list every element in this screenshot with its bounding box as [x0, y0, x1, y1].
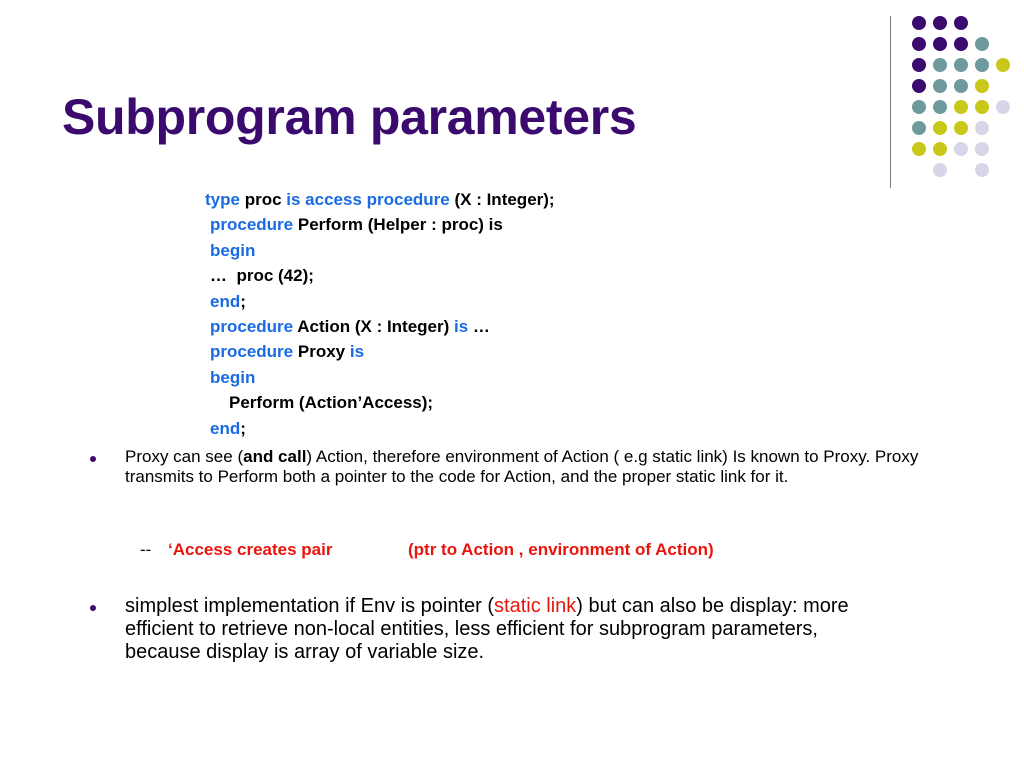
decor-dot: [912, 16, 926, 30]
code-text: (X : Integer);: [449, 190, 555, 209]
bullet2-highlight: static link: [494, 595, 577, 617]
code-keyword: is: [349, 342, 365, 362]
code-text: Perform (Helper : proc) is: [293, 215, 503, 235]
decor-dot: [933, 142, 947, 156]
code-line: [210, 317, 490, 337]
bullet1-bold: and call: [243, 447, 307, 466]
code-keyword: procedure: [210, 215, 294, 235]
decor-dot: [975, 163, 989, 177]
code-keyword: begin: [210, 367, 256, 387]
code-line: [210, 342, 364, 362]
decor-dot: [912, 142, 926, 156]
code-text: proc: [239, 190, 287, 209]
access-note-part1: ‘Access creates pair: [168, 540, 333, 559]
decor-dot: [912, 37, 926, 51]
access-note-part2: (ptr to Action , environment of Action): [408, 540, 714, 559]
decor-dot: [912, 100, 926, 114]
code-line: [210, 241, 255, 261]
decor-dot: [933, 58, 947, 72]
code-text: …: [468, 317, 490, 336]
decor-dot: [933, 16, 947, 30]
code-line: [210, 215, 503, 235]
bullet1-after: ) Action, therefore environment of Action ( e.g static link) Is known to Proxy. Proxy transmits to Perform both a pointer to the code for Action, and the proper static link for it.: [125, 447, 919, 486]
code-text: Action (X : Integer): [293, 317, 455, 336]
decor-dot: [933, 100, 947, 114]
bullet-icon: [90, 605, 96, 611]
decor-dot: [954, 16, 968, 30]
access-note-dash: --: [140, 540, 152, 559]
code-line: [210, 292, 246, 312]
decor-dot: [933, 121, 947, 135]
code-keyword: begin: [210, 240, 256, 260]
code-keyword: end: [210, 291, 241, 311]
code-text: … proc (42);: [210, 266, 314, 286]
decor-dot: [975, 79, 989, 93]
slide-title: Subprogram parameters: [62, 89, 637, 145]
decor-dot: [954, 142, 968, 156]
decor-dot: [975, 100, 989, 114]
code-line: [210, 266, 314, 286]
decor-dot: [954, 121, 968, 135]
code-line: [229, 393, 433, 413]
code-line: [210, 368, 255, 388]
code-line: [205, 190, 555, 210]
code-keyword: procedure: [210, 342, 294, 362]
code-keyword: is access procedure: [286, 190, 450, 209]
code-line: [210, 419, 246, 439]
code-keyword: type: [205, 190, 240, 209]
decor-dot: [975, 37, 989, 51]
bullet2-after: ) but can also be display: more efficient to retrieve non-local entities, less efficient for subprogram parameters, because display is array of variable size.: [125, 595, 849, 663]
decor-dot: [933, 163, 947, 177]
code-text: Proxy: [293, 342, 350, 362]
decor-dot: [954, 79, 968, 93]
decor-dot: [996, 58, 1010, 72]
code-keyword: is: [454, 317, 469, 336]
decor-dot: [975, 142, 989, 156]
vertical-divider: [890, 16, 891, 188]
decor-dot: [954, 100, 968, 114]
code-keyword: end: [210, 418, 241, 438]
code-text: ;: [240, 291, 246, 311]
decor-dot: [912, 79, 926, 93]
decor-dot: [954, 58, 968, 72]
code-text: ;: [240, 418, 246, 438]
bullet-proxy-text: [125, 447, 945, 487]
decor-dot: [912, 58, 926, 72]
bullet1-before: Proxy can see (: [125, 447, 244, 466]
decor-dot: [933, 79, 947, 93]
decor-dot: [975, 121, 989, 135]
bullet-implementation-text: [125, 595, 885, 664]
code-text: Perform (Action’Access);: [229, 393, 434, 413]
bullet2-before: simplest implementation if Env is pointer (: [125, 595, 495, 617]
decor-dot: [996, 100, 1010, 114]
decor-dot: [975, 58, 989, 72]
decor-dot: [933, 37, 947, 51]
decor-dot: [954, 37, 968, 51]
bullet-icon: [90, 456, 96, 462]
decor-dot: [912, 121, 926, 135]
code-keyword: procedure: [210, 317, 294, 336]
